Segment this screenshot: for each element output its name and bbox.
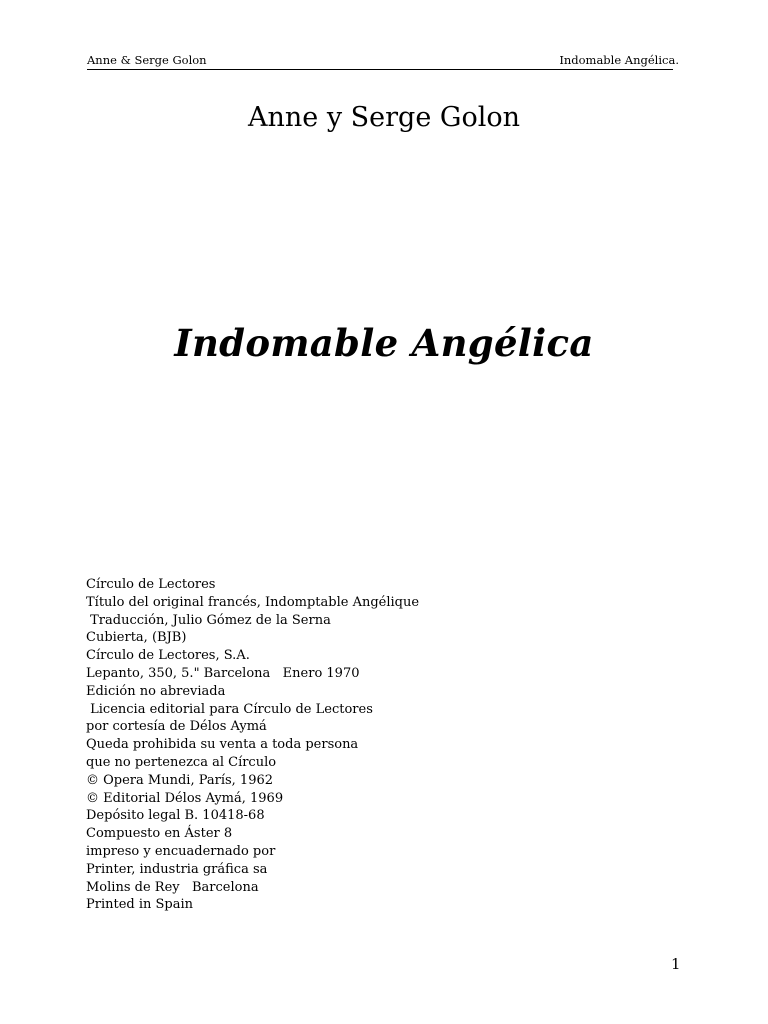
running-header [87,53,679,70]
colophon-line: Círculo de Lectores, S.A. [86,648,250,664]
colophon-line: Queda prohibida su venta a toda persona [86,737,359,753]
colophon-line: © Opera Mundi, París, 1962 [86,772,274,788]
colophon-line: Edición no abreviada [86,683,226,699]
colophon [86,576,506,914]
colophon-line: por cortesía de Délos Aymá [86,719,267,735]
colophon-line: Traducción, Julio Gómez de la Serna [86,612,331,628]
book-title: Indomable Angélica [174,321,594,365]
header-author: Anne & Serge Golon [87,53,207,67]
page-number: 1 [671,955,681,973]
colophon-line: Depósito legal B. 10418-68 [86,808,265,824]
colophon-line: Licencia editorial para Círculo de Lectores [86,701,373,717]
colophon-line: Lepanto, 350, 5." Barcelona Enero 1970 [86,665,360,681]
colophon-line: Printed in Spain [86,897,194,913]
colophon-line: Molins de Rey Barcelona [86,879,259,895]
colophon-line: que no pertenezca al Círculo [86,754,277,770]
colophon-line: © Editorial Délos Aymá, 1969 [86,790,284,806]
header-book-title: Indomable Angélica. [559,53,679,67]
colophon-line: impreso y encuadernado por [86,843,276,859]
colophon-line: Cubierta, (BJB) [86,630,187,646]
author-name: Anne y Serge Golon [247,102,520,133]
colophon-line: Título del original francés, Indomptable Angélique [86,594,420,610]
colophon-line: Círculo de Lectores [86,577,216,592]
colophon-line: Compuesto en Áster 8 [86,826,233,842]
colophon-line: Printer, industria gráfica sa [86,861,268,877]
